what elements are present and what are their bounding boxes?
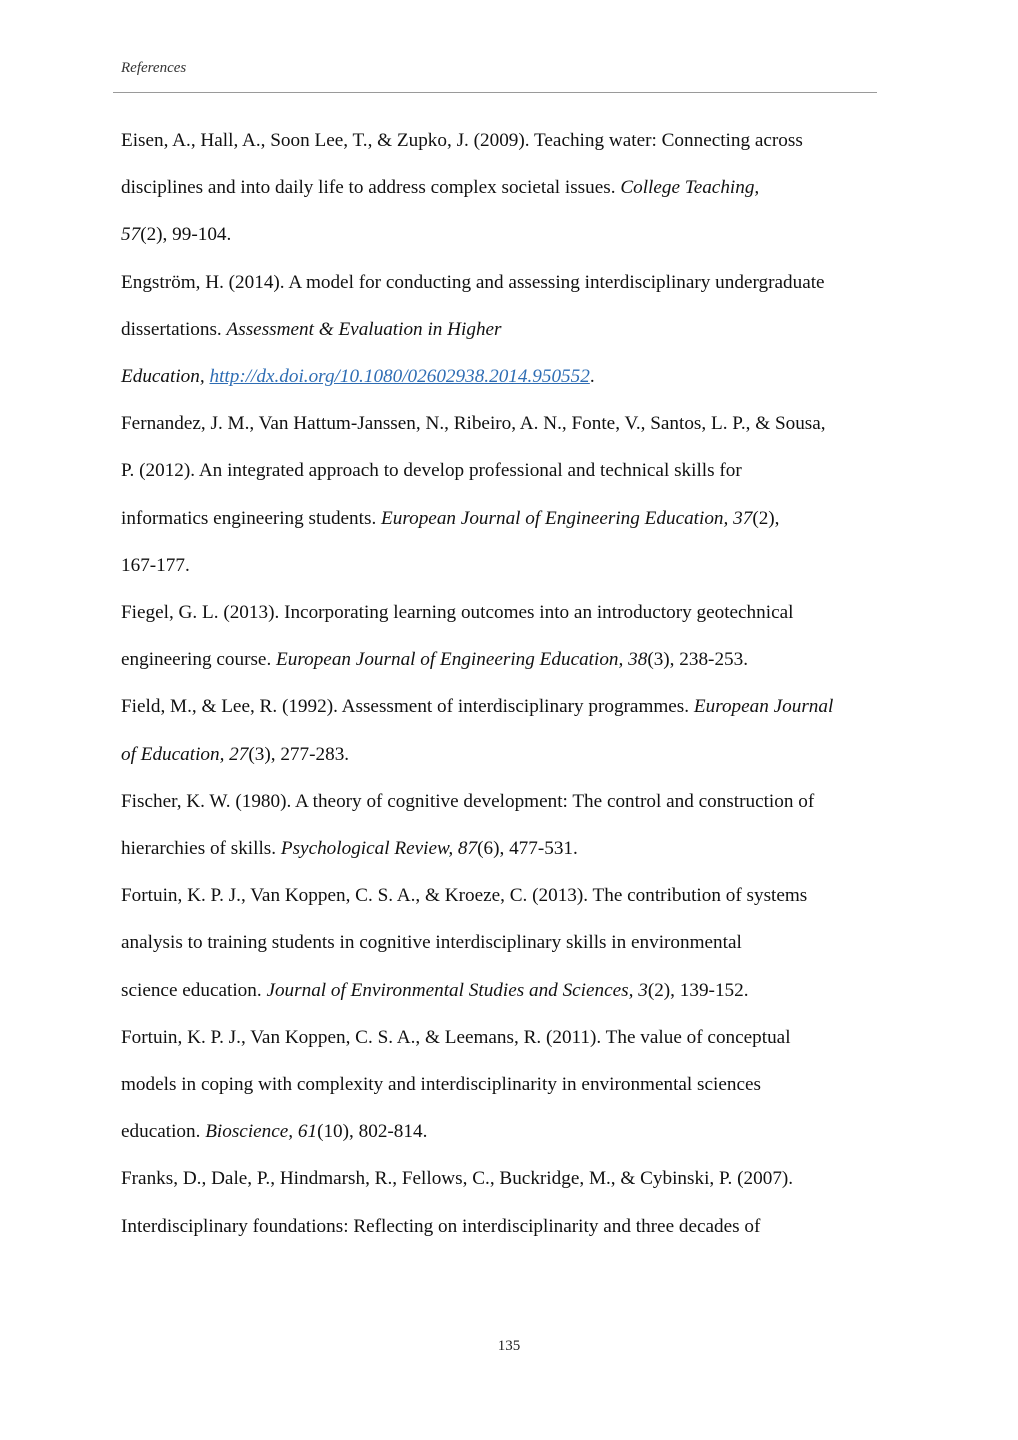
reference-text: Fiegel, G. L. (2013). Incorporating learning outcomes into an introductory geotechnical bbox=[121, 602, 794, 624]
reference-entry bbox=[121, 683, 896, 777]
reference-line bbox=[121, 259, 896, 306]
reference-line bbox=[121, 919, 896, 966]
header-divider bbox=[113, 92, 877, 93]
reference-line bbox=[121, 636, 896, 683]
reference-entry bbox=[121, 1014, 896, 1156]
reference-line bbox=[121, 1203, 896, 1250]
reference-text: (3), 277-283. bbox=[248, 743, 350, 765]
reference-italic-text: Bioscience, 61 bbox=[205, 1121, 318, 1143]
reference-line bbox=[121, 306, 896, 353]
reference-entry bbox=[121, 117, 896, 259]
reference-line bbox=[121, 683, 896, 730]
reference-text: Field, M., & Lee, R. (1992). Assessment of interdisciplinary programmes. bbox=[121, 696, 694, 718]
page-number: 135 bbox=[497, 1338, 521, 1354]
reference-line bbox=[121, 1061, 896, 1108]
reference-line bbox=[121, 778, 896, 825]
reference-italic-text: European Journal bbox=[693, 696, 834, 718]
reference-entry bbox=[121, 872, 896, 1014]
reference-line bbox=[121, 400, 896, 447]
reference-text: P. (2012). An integrated approach to develop professional and technical skills for bbox=[121, 460, 742, 482]
doi-link[interactable]: http://dx.doi.org/10.1080/02602938.2014.950552 bbox=[209, 366, 590, 388]
reference-text: engineering course. bbox=[121, 649, 277, 671]
reference-line bbox=[121, 825, 896, 872]
reference-text: Interdisciplinary foundations: Reflecting on interdisciplinarity and three decades of bbox=[121, 1215, 761, 1237]
reference-text: (2), 99-104. bbox=[140, 224, 232, 246]
reference-italic-text: Assessment & Evaluation in Higher bbox=[226, 318, 502, 340]
reference-entry bbox=[121, 259, 896, 401]
reference-entry bbox=[121, 589, 896, 683]
reference-text: models in coping with complexity and interdisciplinarity in environmental sciences bbox=[121, 1074, 761, 1096]
reference-text: Fischer, K. W. (1980). A theory of cognitive development: The control and construction of bbox=[121, 790, 815, 812]
reference-line bbox=[121, 542, 896, 589]
reference-entry bbox=[121, 400, 896, 589]
reference-italic-text: European Journal of Engineering Education, 37 bbox=[381, 507, 753, 529]
reference-entry bbox=[121, 1155, 896, 1249]
reference-text: 167-177. bbox=[121, 554, 190, 576]
reference-entry bbox=[121, 778, 896, 872]
reference-line bbox=[121, 164, 896, 211]
reference-text: Engström, H. (2014). A model for conducting and assessing interdisciplinary undergraduate bbox=[121, 271, 825, 293]
reference-text: analysis to training students in cognitive interdisciplinary skills in environmental bbox=[121, 932, 742, 954]
reference-text: informatics engineering students. bbox=[121, 507, 382, 529]
reference-line bbox=[121, 447, 896, 494]
reference-text: Fernandez, J. M., Van Hattum-Janssen, N., Ribeiro, A. N., Fonte, V., Santos, L. P., & Sousa, bbox=[121, 413, 826, 435]
reference-text: disciplines and into daily life to address complex societal issues. bbox=[121, 177, 621, 199]
reference-text: education. bbox=[121, 1121, 206, 1143]
reference-text: Eisen, A., Hall, A., Soon Lee, T., & Zupko, J. (2009). Teaching water: Connecting across bbox=[121, 130, 803, 151]
reference-italic-text: European Journal of Engineering Education, 38 bbox=[276, 649, 648, 671]
reference-italic-text: 57 bbox=[121, 224, 141, 246]
reference-line bbox=[121, 872, 896, 919]
reference-italic-text: College Teaching, bbox=[620, 177, 760, 199]
reference-line bbox=[121, 353, 896, 400]
reference-text: Fortuin, K. P. J., Van Koppen, C. S. A., & Kroeze, C. (2013). The contribution of systems bbox=[121, 885, 808, 907]
reference-italic-text: Education, bbox=[121, 366, 210, 388]
reference-text: Fortuin, K. P. J., Van Koppen, C. S. A., & Leemans, R. (2011). The value of conceptual bbox=[121, 1026, 791, 1048]
reference-text: (2), 139-152. bbox=[647, 979, 749, 1001]
reference-line bbox=[121, 1014, 896, 1061]
reference-italic-text: Journal of Environmental Studies and Sciences, 3 bbox=[266, 979, 648, 1001]
reference-text: (3), 238-253. bbox=[647, 649, 749, 671]
reference-line bbox=[121, 117, 896, 164]
reference-line bbox=[121, 495, 896, 542]
reference-italic-text: of Education, 27 bbox=[121, 743, 249, 765]
reference-line bbox=[121, 967, 896, 1014]
reference-text: . bbox=[589, 366, 595, 388]
reference-italic-text: Psychological Review, 87 bbox=[280, 838, 478, 860]
running-header: References bbox=[121, 60, 187, 76]
reference-text: (6), 477-531. bbox=[477, 838, 578, 860]
reference-line bbox=[121, 211, 896, 258]
reference-line bbox=[121, 731, 896, 778]
reference-line bbox=[121, 1108, 896, 1155]
reference-text: science education. bbox=[121, 979, 267, 1001]
reference-text: Franks, D., Dale, P., Hindmarsh, R., Fellows, C., Buckridge, M., & Cybinski, P. (2007). bbox=[121, 1168, 794, 1190]
reference-text: (2), bbox=[752, 507, 780, 529]
reference-line bbox=[121, 589, 896, 636]
reference-list bbox=[121, 117, 896, 1250]
reference-line bbox=[121, 1155, 896, 1202]
reference-text: dissertations. bbox=[121, 318, 227, 340]
reference-text: (10), 802-814. bbox=[317, 1121, 428, 1143]
reference-text: hierarchies of skills. bbox=[121, 838, 281, 860]
